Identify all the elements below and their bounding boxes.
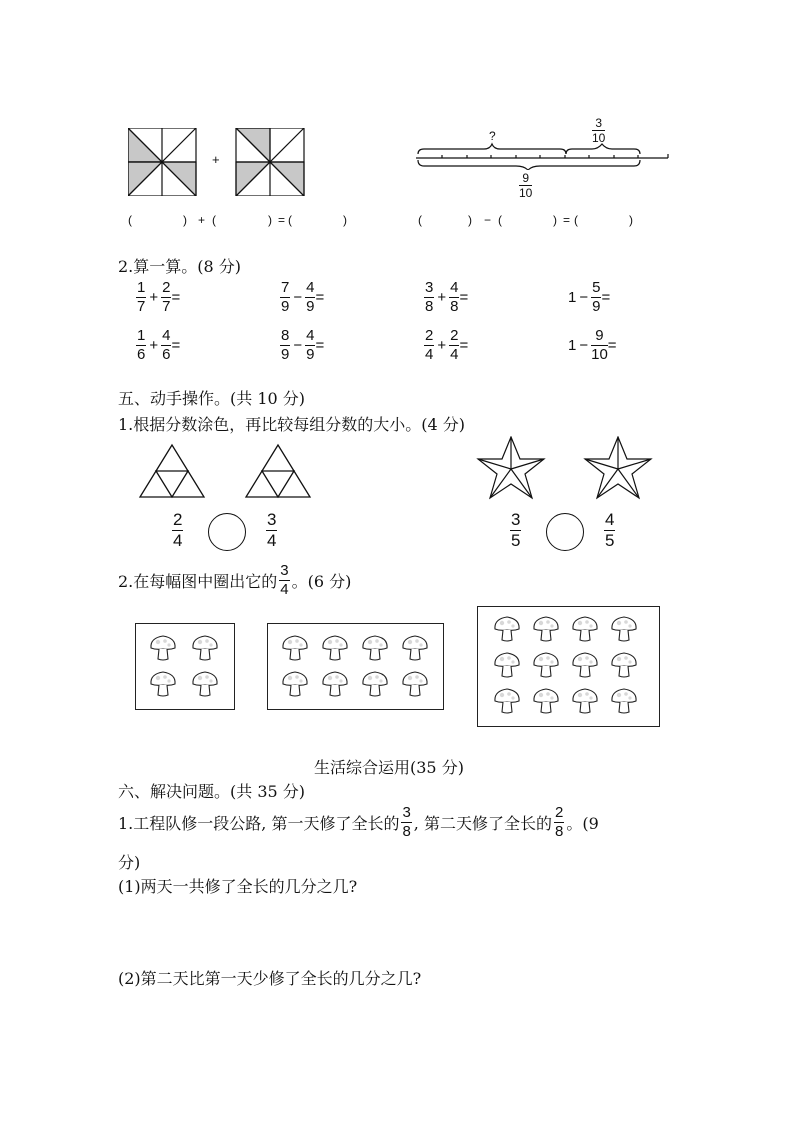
- star-figures: [476, 436, 656, 500]
- life-section-title: 生活综合运用(35 分): [314, 758, 464, 777]
- compare-frac-3: $\frac{3}{5}$: [511, 510, 521, 550]
- mushroom-icon: [570, 650, 600, 684]
- calc-item: $\frac{8}{9}$ − $\frac{4}{9}$ =: [281, 327, 325, 363]
- section5-q1-title: 1.根据分数涂色，再比较每组分数的大小。(4 分): [118, 415, 466, 434]
- section6-heading: 六、解决问题。(共 35 分): [118, 782, 306, 801]
- mushroom-icon: [190, 633, 220, 667]
- mushroom-icon: [609, 614, 639, 648]
- mushroom-icon: [320, 669, 350, 703]
- compare-circle-1[interactable]: [208, 513, 246, 551]
- compare-frac-2: $\frac{3}{4}$: [267, 510, 277, 550]
- q1-stem-cont: 分): [118, 853, 141, 872]
- top-fraction: $\frac{3}{10}$: [592, 116, 606, 145]
- mushroom-icon: [531, 650, 561, 684]
- mushroom-icon: [531, 614, 561, 648]
- calc-title: 2.算一算。(8 分): [118, 257, 242, 276]
- section5-heading: 五、动手操作。(共 10 分): [118, 389, 306, 408]
- q1-sub1: (1)两天一共修了全长的几分之几?: [118, 877, 358, 896]
- q1-stem: 1.工程队修一段公路, 第一天修了全长的 $\frac{3}{8}$ , 第二天修了全长的 $\frac{2}{8}$ 。(9: [118, 804, 599, 840]
- calc-item: $\frac{1}{6}$ + $\frac{4}{6}$ =: [137, 327, 181, 363]
- question-mark: ?: [489, 129, 496, 143]
- section5-q2-title: 2.在每幅图中圈出它的 $\frac{3}{4}$ 。(6 分): [118, 562, 352, 598]
- mushroom-icon: [570, 614, 600, 648]
- mushroom-icon: [400, 669, 430, 703]
- plus-sign: +: [212, 152, 220, 167]
- mushroom-icon: [320, 633, 350, 667]
- mushroom-icon: [492, 614, 522, 648]
- calc-item: $\frac{1}{7}$ + $\frac{2}{7}$ =: [137, 279, 181, 315]
- mushroom-icon: [609, 686, 639, 720]
- square-right: [236, 128, 304, 196]
- calc-item: $\frac{3}{8}$ + $\frac{4}{8}$ =: [425, 279, 469, 315]
- calc-item: 1 − $\frac{9}{10}$ =: [568, 327, 617, 363]
- compare-circle-2[interactable]: [546, 513, 584, 551]
- mushroom-icon: [400, 633, 430, 667]
- calc-item: 1 − $\frac{5}{9}$ =: [568, 279, 611, 315]
- calc-item: $\frac{7}{9}$ − $\frac{4}{9}$ =: [281, 279, 325, 315]
- mushroom-icon: [280, 669, 310, 703]
- square-left: [128, 128, 196, 196]
- mushroom-icon: [360, 669, 390, 703]
- q1-sub2: (2)第二天比第一天少修了全长的几分之几?: [118, 969, 422, 988]
- mushroom-icon: [492, 650, 522, 684]
- mushroom-icon: [280, 633, 310, 667]
- triangle-figures: [138, 443, 318, 499]
- compare-frac-4: $\frac{4}{5}$: [605, 510, 615, 550]
- mushroom-icon: [531, 686, 561, 720]
- calc-item: $\frac{2}{4}$ + $\frac{2}{4}$ =: [425, 327, 469, 363]
- mushroom-icon: [492, 686, 522, 720]
- mushroom-icon: [360, 633, 390, 667]
- bottom-fraction: $\frac{9}{10}$: [519, 171, 533, 200]
- number-line: [412, 140, 672, 170]
- mushroom-icon: [190, 669, 220, 703]
- mushroom-icon: [609, 650, 639, 684]
- mushroom-icon: [570, 686, 600, 720]
- mushroom-icon: [148, 633, 178, 667]
- compare-frac-1: $\frac{2}{4}$: [173, 510, 183, 550]
- mushroom-icon: [148, 669, 178, 703]
